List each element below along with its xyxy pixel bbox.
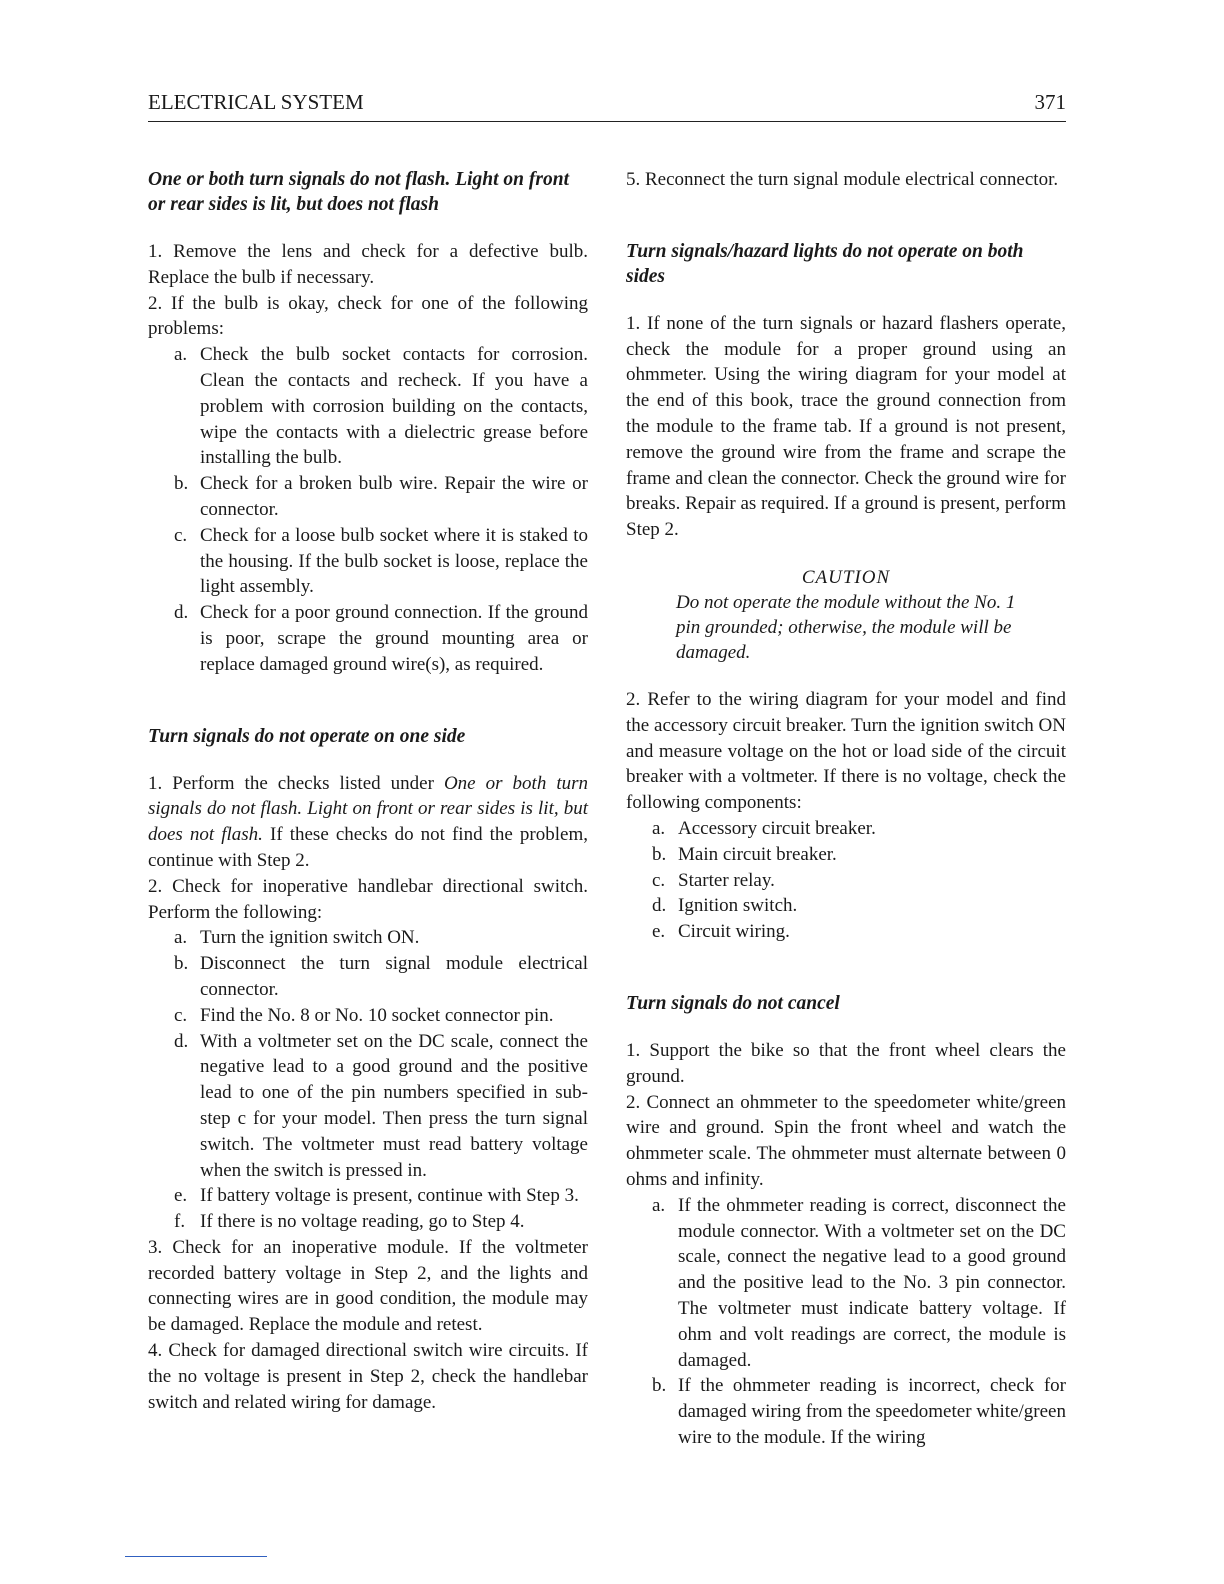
- substep-list: [626, 1193, 1066, 1451]
- list-item: b. Check for a broken bulb wire. Repair the wire or connector.: [174, 473, 588, 520]
- step-4: 4. Check for damaged directional switch wire circuits. If the no voltage is present in Step 2, check the handlebar switch and related wiring for damage.: [148, 1340, 588, 1413]
- right-column: [626, 167, 1066, 1451]
- list-item: e. Circuit wiring.: [652, 921, 790, 943]
- list-item: b. Main circuit breaker.: [652, 843, 837, 865]
- step-1: 1. Perform the checks listed under One or both turn signals do not flash. Light on front or rear sides is lit, but does not flash. If these checks do not find the problem, continue with Step 2.: [148, 772, 589, 871]
- list-item: a. If the ohmmeter reading is correct, disconnect the module connector. With a voltmeter set on the DC scale, connect the negative lead to a good ground and the positive lead to the No. 3 pin connector. The voltmeter must indicate battery voltage. If ohm and volt readings are correct, the module is damaged.: [652, 1194, 1066, 1371]
- step-5: 5. Reconnect the turn signal module electrical connector.: [626, 169, 1059, 190]
- list-item: b. If the ohmmeter reading is incorrect, check for damaged wiring from the speedometer white/green wire to the module. If the wiring: [652, 1375, 1066, 1448]
- page-number: 371: [1034, 90, 1066, 114]
- list-item: c. Find the No. 8 or No. 10 socket connector pin.: [174, 1004, 554, 1026]
- footnote-rule: [125, 1556, 267, 1557]
- list-item: f. If there is no voltage reading, go to Step 4.: [174, 1211, 525, 1233]
- step-3: 3. Check for an inoperative module. If the voltmeter recorded battery voltage in Step 2, and the lights and connecting wires are in good condition, the module may be damaged. Replace the module and retest.: [148, 1236, 588, 1336]
- list-item: b. Disconnect the turn signal module electrical connector.: [174, 953, 588, 1000]
- list-item: e. If battery voltage is present, continue with Step 3.: [174, 1185, 579, 1207]
- section-heading-cancel: Turn signals do not cancel: [626, 992, 840, 1014]
- section-heading-both-sides: Turn signals/hazard lights do not operate on both sides: [626, 240, 1024, 287]
- step-2: 2. If the bulb is okay, check for one of the following problems:: [148, 292, 588, 340]
- caution-box: [626, 565, 1066, 665]
- section-title: ELECTRICAL SYSTEM: [148, 90, 364, 114]
- step-2: 2. Connect an ohmmeter to the speedometer white/green wire and ground. Spin the front wheel and watch the ohmmeter scale. The ohmmeter must alternate between 0 ohms and infinity.: [626, 1091, 1066, 1190]
- step-2: 2. Refer to the wiring diagram for your model and find the accessory circuit breaker. Turn the ignition switch ON and measure voltage on the hot or load side of the circuit breaker with a voltmeter. If there is no voltage, check the following components:: [626, 688, 1066, 814]
- list-item: c. Check for a loose bulb socket where it is staked to the housing. If the bulb socket is loose, replace the light assembly.: [174, 524, 588, 598]
- list-item: a. Check the bulb socket contacts for corrosion. Clean the contacts and recheck. If you have a problem with corrosion building on the contacts, wipe the contacts with a dielectric grease before installing the bulb.: [174, 344, 588, 469]
- step-1: 1. Support the bike so that the front wheel clears the ground.: [626, 1039, 1066, 1087]
- list-item: d. Check for a poor ground connection. If the ground is poor, scrape the ground mounting area or replace damaged ground wire(s), as required.: [174, 602, 588, 675]
- page-header: [148, 90, 1066, 122]
- list-item: a. Accessory circuit breaker.: [652, 817, 876, 839]
- left-column: [148, 167, 588, 1415]
- substep-list: [148, 342, 588, 677]
- list-item: d. With a voltmeter set on the DC scale, connect the negative lead to a good ground and the positive lead to one of the pin numbers specified in sub-step c for your model. Then press the turn signal switch. The voltmeter must read battery voltage when the switch is pressed in.: [174, 1030, 588, 1181]
- list-item: d. Ignition switch.: [652, 895, 798, 917]
- step-1: 1. Remove the lens and check for a defective bulb. Replace the bulb if necessary.: [148, 241, 588, 288]
- substep-list: [148, 925, 588, 1235]
- caution-title: CAUTION: [801, 566, 891, 588]
- section-heading-flash: One or both turn signals do not flash. Light on front or rear sides is lit, but does not flash: [148, 169, 570, 215]
- caution-text: Do not operate the module without the No. 1 pin grounded; otherwise, the module will be damaged.: [676, 591, 1016, 663]
- substep-list: [626, 816, 1066, 945]
- section-heading-one-side: Turn signals do not operate on one side: [148, 725, 466, 747]
- step-1: 1. If none of the turn signals or hazard flashers operate, check the module for a proper ground using an ohmmeter. Using the wiring diagram for your model at the end of this book, trace the ground connection from the module to the frame tab. If a ground is not present, remove the ground wire from the frame and scrape the frame and clean the connector. Check the ground wire for breaks. Repair as required. If a ground is present, perform Step 2.: [626, 312, 1067, 541]
- step-2: 2. Check for inoperative handlebar directional switch. Perform the following:: [148, 875, 588, 923]
- list-item: a. Turn the ignition switch ON.: [174, 927, 420, 949]
- list-item: c. Starter relay.: [652, 869, 775, 891]
